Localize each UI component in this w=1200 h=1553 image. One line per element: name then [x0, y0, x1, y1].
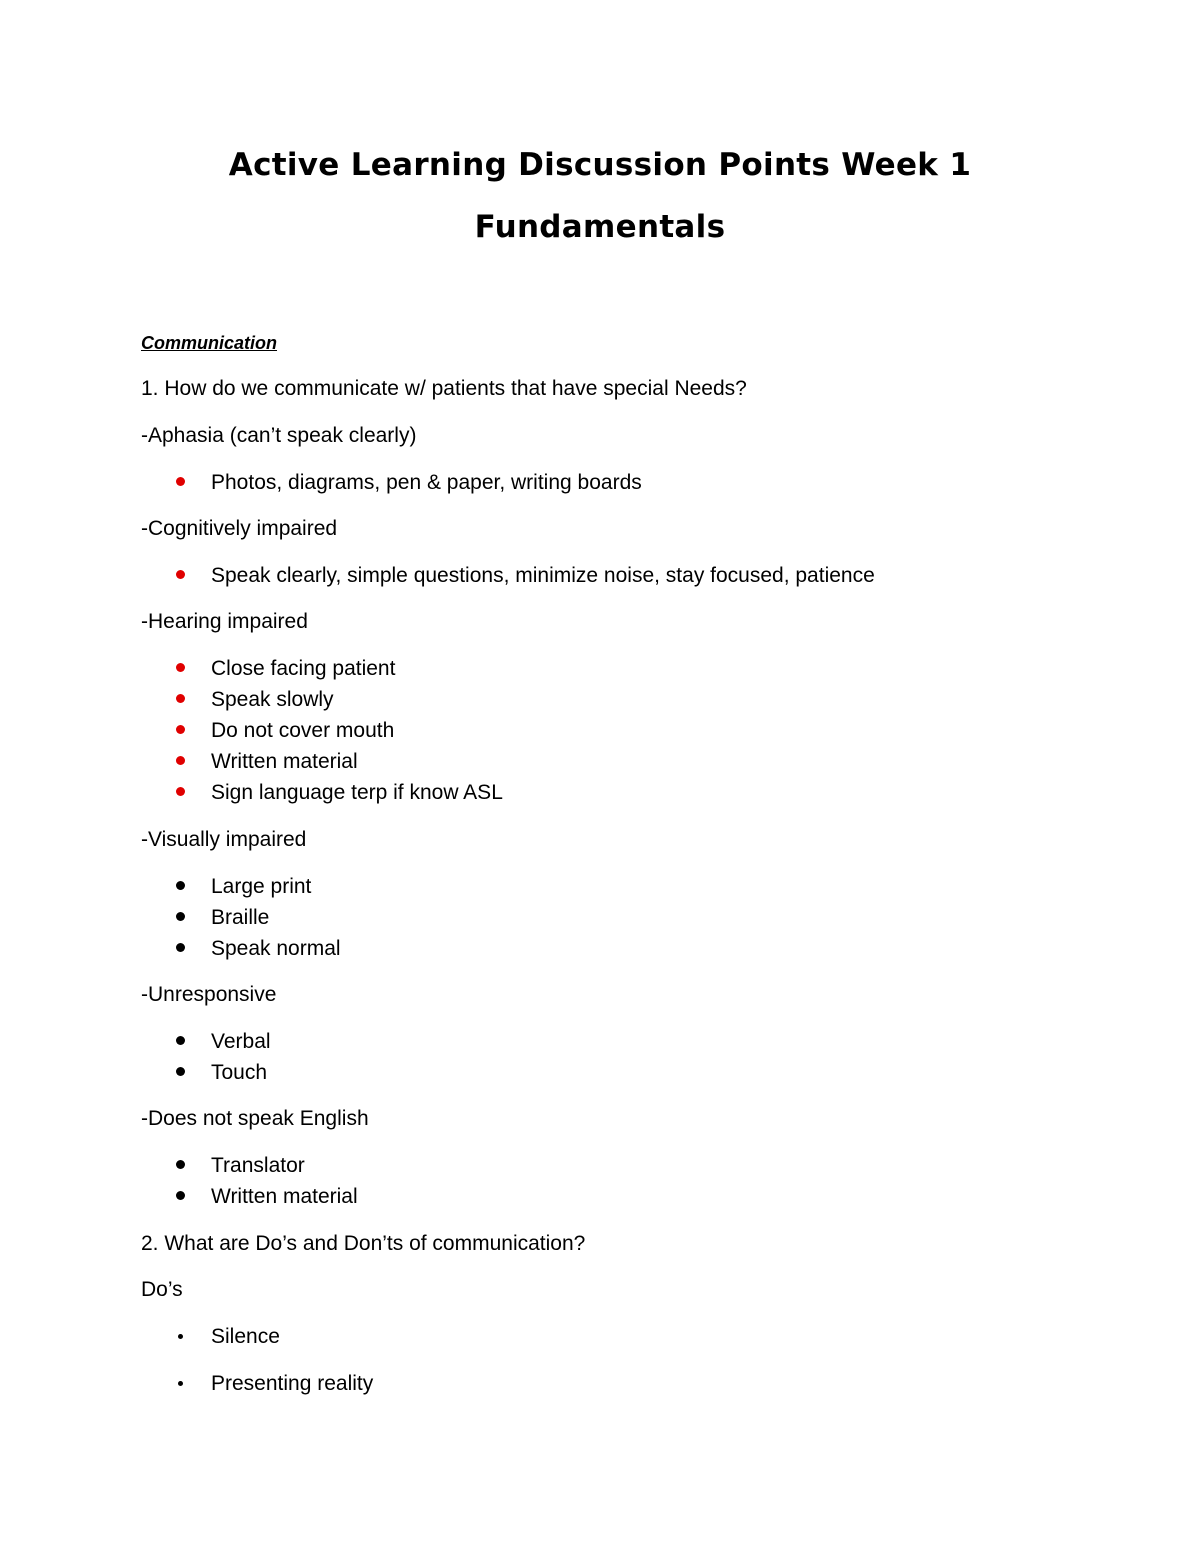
group-heading: -Unresponsive: [141, 983, 277, 1006]
question-2: 2. What are Do’s and Don’ts of communication?: [141, 1232, 586, 1255]
group-heading: -Hearing impaired: [141, 610, 308, 633]
list-item: Written material: [211, 750, 358, 773]
list-item: Speak slowly: [211, 688, 334, 711]
bullet-icon: [176, 725, 185, 734]
bullet-icon: [176, 663, 185, 672]
list-item: Close facing patient: [211, 657, 396, 680]
list-item: Touch: [211, 1061, 268, 1084]
list-item: Written material: [211, 1185, 358, 1208]
document-title: Active Learning Discussion Points Week 1: [228, 147, 972, 183]
list-item: Sign language terp if know ASL: [211, 781, 503, 804]
bullet-icon: [176, 1191, 185, 1200]
list-item: Speak clearly, simple questions, minimize noise, stay focused, patience: [211, 564, 875, 587]
bullet-icon: [176, 756, 185, 765]
list-item: Large print: [211, 875, 312, 898]
bullet-icon: [176, 881, 185, 890]
bullet-icon: [176, 1036, 185, 1045]
question-1: 1. How do we communicate w/ patients that have special Needs?: [141, 377, 747, 400]
list-item: Presenting reality: [211, 1372, 374, 1395]
group-heading: -Cognitively impaired: [141, 517, 338, 540]
document-subtitle: Fundamentals: [474, 209, 726, 245]
bullet-icon: [176, 943, 185, 952]
list-item: Photos, diagrams, pen & paper, writing boards: [211, 471, 642, 494]
dos-heading: Do’s: [141, 1278, 183, 1301]
section-label-communication: Communication: [141, 333, 278, 353]
bullet-icon: [176, 1067, 185, 1076]
list-item: Verbal: [211, 1030, 271, 1053]
list-item: Translator: [211, 1154, 305, 1177]
list-item: Do not cover mouth: [211, 719, 395, 742]
list-item: Speak normal: [211, 937, 341, 960]
bullet-icon: [176, 694, 185, 703]
bullet-icon: [176, 787, 185, 796]
bullet-icon: [176, 1160, 185, 1169]
bullet-icon: [176, 477, 185, 486]
list-item: Braille: [211, 906, 270, 929]
bullet-icon: [176, 912, 185, 921]
bullet-icon: [176, 570, 185, 579]
group-heading: -Visually impaired: [141, 828, 307, 851]
bullet-icon: [178, 1334, 183, 1339]
group-heading: -Aphasia (can’t speak clearly): [141, 424, 417, 447]
bullet-icon: [178, 1381, 183, 1386]
list-item: Silence: [211, 1325, 280, 1348]
group-heading: -Does not speak English: [141, 1107, 369, 1130]
